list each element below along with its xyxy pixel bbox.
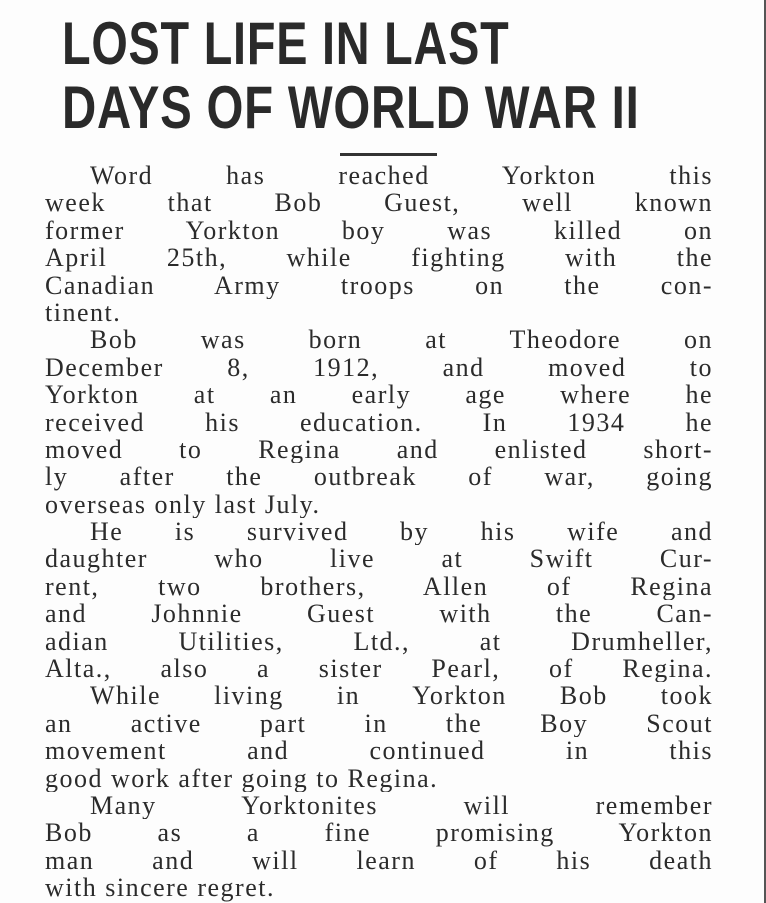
- article-line: Bob as a fine promising Yorkton: [45, 819, 713, 847]
- article-line: an active part in the Boy Scout: [45, 709, 713, 738]
- article-line: Word has reached Yorkton this: [90, 162, 713, 190]
- headline-line-2: DAYS OF WORLD WAR II: [62, 74, 640, 141]
- article-line: former Yorkton boy was killed on: [45, 216, 713, 245]
- article-line: Bob was born at Theodore on: [90, 326, 713, 354]
- article-line: Many Yorktonites will remember: [90, 791, 713, 820]
- article-line: received his education. In 1934 he: [45, 408, 713, 436]
- article-line: overseas only last July.: [45, 490, 321, 519]
- headline-line-1: LOST LIFE IN LAST: [62, 10, 510, 77]
- article-line: movement and continued in this: [45, 737, 713, 765]
- article-line: tinent.: [45, 298, 122, 327]
- article-line: April 25th, while fighting with the: [45, 244, 713, 272]
- article-line: rent, two brothers, Allen of Regina: [45, 572, 713, 601]
- article-line: good work after going to Regina.: [45, 764, 439, 792]
- article-line: moved to Regina and enlisted short-: [45, 435, 713, 464]
- article-line: Alta., also a sister Pearl, of Regina.: [45, 655, 713, 683]
- headline-divider: [340, 153, 437, 156]
- article-line: daughter who live at Swift Cur-: [45, 545, 713, 573]
- article-line: with sincere regret.: [45, 874, 275, 902]
- article-line: week that Bob Guest, well known: [45, 189, 713, 217]
- article-line: man and will learn of his death: [45, 846, 713, 875]
- article-line: and Johnnie Guest with the Can-: [45, 600, 713, 628]
- article-line: December 8, 1912, and moved to: [45, 353, 713, 382]
- article-line: adian Utilities, Ltd., at Drumheller,: [45, 627, 713, 656]
- article-line: Canadian Army troops on the con-: [45, 271, 713, 299]
- article-body: [45, 162, 713, 902]
- article-line: While living in Yorkton Bob took: [90, 682, 713, 710]
- article-line: ly after the outbreak of war, going: [45, 463, 713, 491]
- article-line: He is survived by his wife and: [90, 518, 713, 546]
- article-line: Yorkton at an early age where he: [45, 381, 713, 409]
